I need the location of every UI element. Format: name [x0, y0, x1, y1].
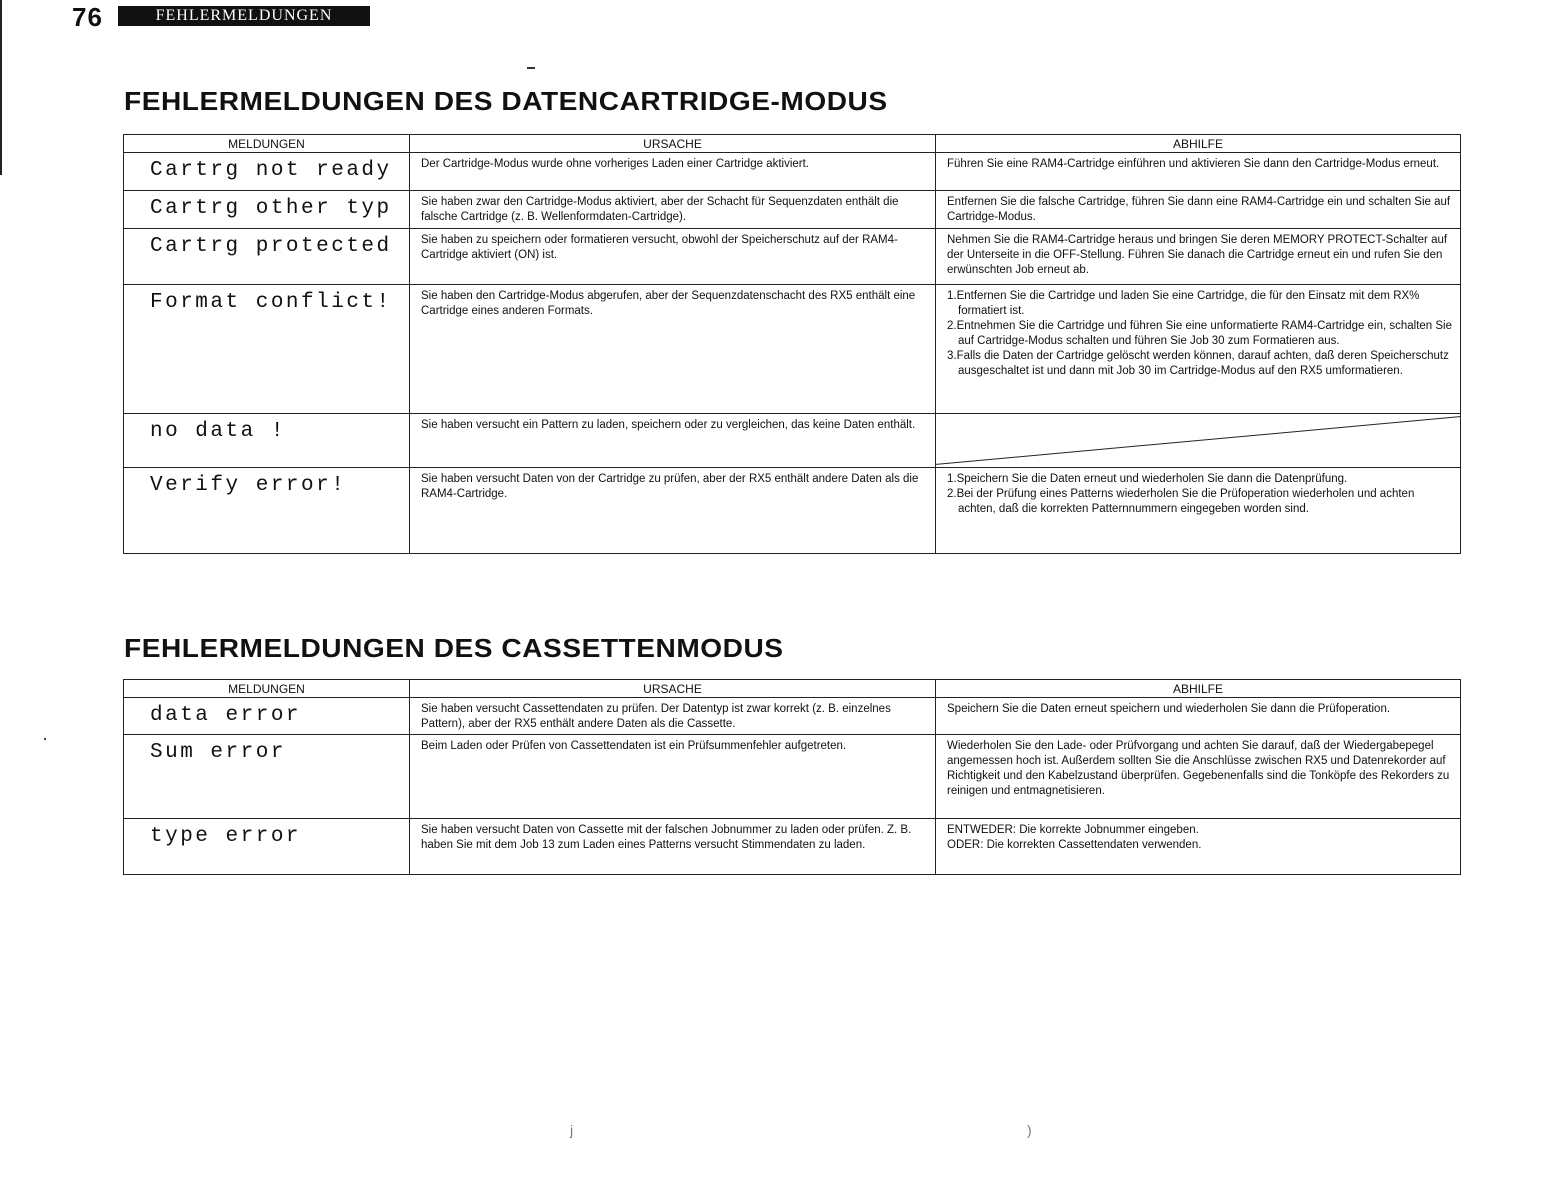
- remedy-item: Führen Sie eine RAM4-Cartridge einführen und aktivieren Sie dann den Cartridge-Modus erneut.: [947, 158, 1440, 170]
- table-row: [124, 153, 1461, 191]
- remedy-cell-empty: [936, 414, 1461, 468]
- footer-mark-left: j: [570, 1122, 574, 1138]
- error-message-cell: [124, 191, 410, 229]
- remedy-text: [936, 153, 1460, 174]
- cause-cell: [410, 468, 936, 554]
- remedy-item: 2.Bei der Prüfung eines Patterns wiederholen Sie die Prüfoperation wiederholen und achten achten, daß die korrekten Patternnummern eingegeben worden sind.: [947, 488, 1415, 515]
- error-message-cell: [124, 698, 410, 735]
- cause-cell: [410, 191, 936, 229]
- remedy-item: 3.Falls die Daten der Cartridge gelöscht werden können, darauf achten, daß deren Speicherschutz ausgeschaltet ist und dann mit Job 30 im Cartridge-Modus auf den RX5 umformatieren.: [947, 350, 1449, 377]
- stray-dot: [44, 738, 46, 740]
- remedy-cell: [936, 153, 1461, 191]
- remedy-text: [936, 468, 1460, 519]
- column-header-message: MELDUNGEN: [124, 135, 410, 153]
- error-message-cell: [124, 468, 410, 554]
- error-message-cell: [124, 735, 410, 819]
- table-row: [124, 285, 1461, 414]
- remedy-text: [936, 735, 1460, 801]
- remedy-item: Wiederholen Sie den Lade- oder Prüfvorgang und achten Sie darauf, daß der Wiedergabepegel angemessen hoch ist. Außerdem sollten Sie die Anschlüsse zwischen RX5 und Datenrekorder auf Richtigkeit und den Kabelzustand überprüfen. Gegebenenfalls sind die Tonköpfe des Rekorders zu reinigen und entmagnetisieren.: [947, 740, 1450, 797]
- column-header-remedy: ABHILFE: [936, 680, 1461, 698]
- table-row: [124, 414, 1461, 468]
- remedy-text: [936, 229, 1460, 280]
- remedy-item: 2.Entnehmen Sie die Cartridge und führen Sie eine unformatierte RAM4-Cartridge ein, schalten Sie auf Cartridge-Modus schalten und führen Sie Job 30 zum Formatieren aus.: [947, 320, 1453, 347]
- cause-cell: [410, 153, 936, 191]
- column-header-cause: URSACHE: [410, 680, 936, 698]
- remedy-cell: [936, 285, 1461, 414]
- remedy-item: Entfernen Sie die falsche Cartridge, führen Sie dann eine RAM4-Cartridge ein und schalten Sie auf Cartridge-Modus.: [947, 196, 1451, 223]
- column-header-remedy: ABHILFE: [936, 135, 1461, 153]
- error-message: Format conflict!: [150, 291, 392, 314]
- cause-text: Sie haben versucht Daten von Cassette mit der falschen Jobnummer zu laden oder prüfen. Z. B. haben Sie mit dem Job 13 zum Laden eines Patterns versucht Stimmendaten zu laden.: [421, 824, 912, 851]
- footer-mark-right: ): [1027, 1122, 1032, 1138]
- error-message: data error: [150, 704, 302, 727]
- diagonal-line: [936, 417, 1460, 465]
- table-row: [124, 698, 1461, 735]
- remedy-cell: [936, 698, 1461, 735]
- cause-text: Sie haben zwar den Cartridge-Modus aktiviert, aber der Schacht für Sequenzdaten enthält die falsche Cartridge (z. B. Wellenformdaten-Cartridge).: [421, 196, 899, 223]
- remedy-text: [936, 698, 1460, 719]
- cause-text: Sie haben zu speichern oder formatieren versucht, obwohl der Speicherschutz auf der RAM4-Cartridge aktiviert (ON) ist.: [421, 234, 898, 261]
- cause-text: Sie haben versucht ein Pattern zu laden, speichern oder zu vergleichen, das keine Daten enthält.: [421, 419, 916, 431]
- page-number: 76: [72, 2, 103, 32]
- cause-text: Der Cartridge-Modus wurde ohne vorheriges Laden einer Cartridge aktiviert.: [421, 158, 809, 170]
- section-title-cassette: FEHLERMELDUNGEN DES CASSETTENMODUS: [124, 633, 784, 663]
- column-header-message: MELDUNGEN: [124, 680, 410, 698]
- remedy-cell: [936, 819, 1461, 875]
- cause-cell: [410, 414, 936, 468]
- error-message-cell: [124, 819, 410, 875]
- remedy-text: [936, 819, 1460, 855]
- table-row: [124, 735, 1461, 819]
- remedy-text: [936, 191, 1460, 227]
- remedy-item: ODER: Die korrekten Cassettendaten verwenden.: [947, 839, 1202, 851]
- cause-text: Sie haben versucht Daten von der Cartridge zu prüfen, aber der RX5 enthält andere Daten als die RAM4-Cartridge.: [421, 473, 919, 500]
- remedy-text: [936, 285, 1460, 381]
- remedy-cell: [936, 468, 1461, 554]
- error-message-cell: [124, 285, 410, 414]
- table-header-row: [124, 135, 1461, 153]
- remedy-item: Speichern Sie die Daten erneut speichern und wiederholen Sie dann die Prüfoperation.: [947, 703, 1391, 715]
- page-edge-rule: [0, 0, 2, 175]
- error-message: Cartrg protected: [150, 235, 392, 258]
- error-message: Cartrg other typ: [150, 197, 392, 220]
- cause-cell: [410, 819, 936, 875]
- error-message: Cartrg not ready: [150, 159, 392, 182]
- table-header-row: [124, 680, 1461, 698]
- cartridge-error-table: [123, 134, 1461, 554]
- cause-cell: [410, 698, 936, 735]
- error-message-cell: [124, 229, 410, 285]
- error-message: no data !: [150, 420, 286, 443]
- column-header-cause: URSACHE: [410, 135, 936, 153]
- cause-cell: [410, 285, 936, 414]
- cause-text: Beim Laden oder Prüfen von Cassettendaten ist ein Prüfsummenfehler aufgetreten.: [421, 740, 847, 752]
- chapter-header: FEHLERMELDUNGEN: [118, 6, 370, 26]
- empty-cell-diagonal: [936, 414, 1460, 467]
- error-message-cell: [124, 414, 410, 468]
- cause-cell: [410, 229, 936, 285]
- remedy-cell: [936, 191, 1461, 229]
- remedy-item: 1.Entfernen Sie die Cartridge und laden Sie eine Cartridge, die für den Einsatz mit dem RX% formatiert ist.: [947, 290, 1420, 317]
- error-message: type error: [150, 825, 302, 848]
- section-title-cartridge: FEHLERMELDUNGEN DES DATENCARTRIDGE-MODUS: [124, 86, 888, 116]
- table-row: [124, 191, 1461, 229]
- error-message: Verify error!: [150, 474, 347, 497]
- remedy-item: 1.Speichern Sie die Daten erneut und wiederholen Sie dann die Datenprüfung.: [947, 473, 1348, 485]
- table-row: [124, 819, 1461, 875]
- table-row: [124, 468, 1461, 554]
- stray-mark: [527, 67, 535, 69]
- cause-text: Sie haben den Cartridge-Modus abgerufen, aber der Sequenzdatenschacht des RX5 enthält eine Cartridge eines anderen Formats.: [421, 290, 916, 317]
- cause-text: Sie haben versucht Cassettendaten zu prüfen. Der Datentyp ist zwar korrekt (z. B. einzelnes Pattern), aber der RX5 enthält andere Daten als die Cassette.: [421, 703, 891, 730]
- error-message-cell: [124, 153, 410, 191]
- cause-cell: [410, 735, 936, 819]
- remedy-item: ENTWEDER: Die korrekte Jobnummer eingeben.: [947, 824, 1199, 836]
- table-row: [124, 229, 1461, 285]
- cassette-error-table: [123, 679, 1461, 875]
- remedy-cell: [936, 735, 1461, 819]
- remedy-item: Nehmen Sie die RAM4-Cartridge heraus und bringen Sie deren MEMORY PROTECT-Schalter auf der Unterseite in die OFF-Stellung. Führen Sie danach die Cartridge erneut ein und rufen Sie den erwünschten Job erneut ab.: [947, 234, 1448, 276]
- remedy-cell: [936, 229, 1461, 285]
- error-message: Sum error: [150, 741, 286, 764]
